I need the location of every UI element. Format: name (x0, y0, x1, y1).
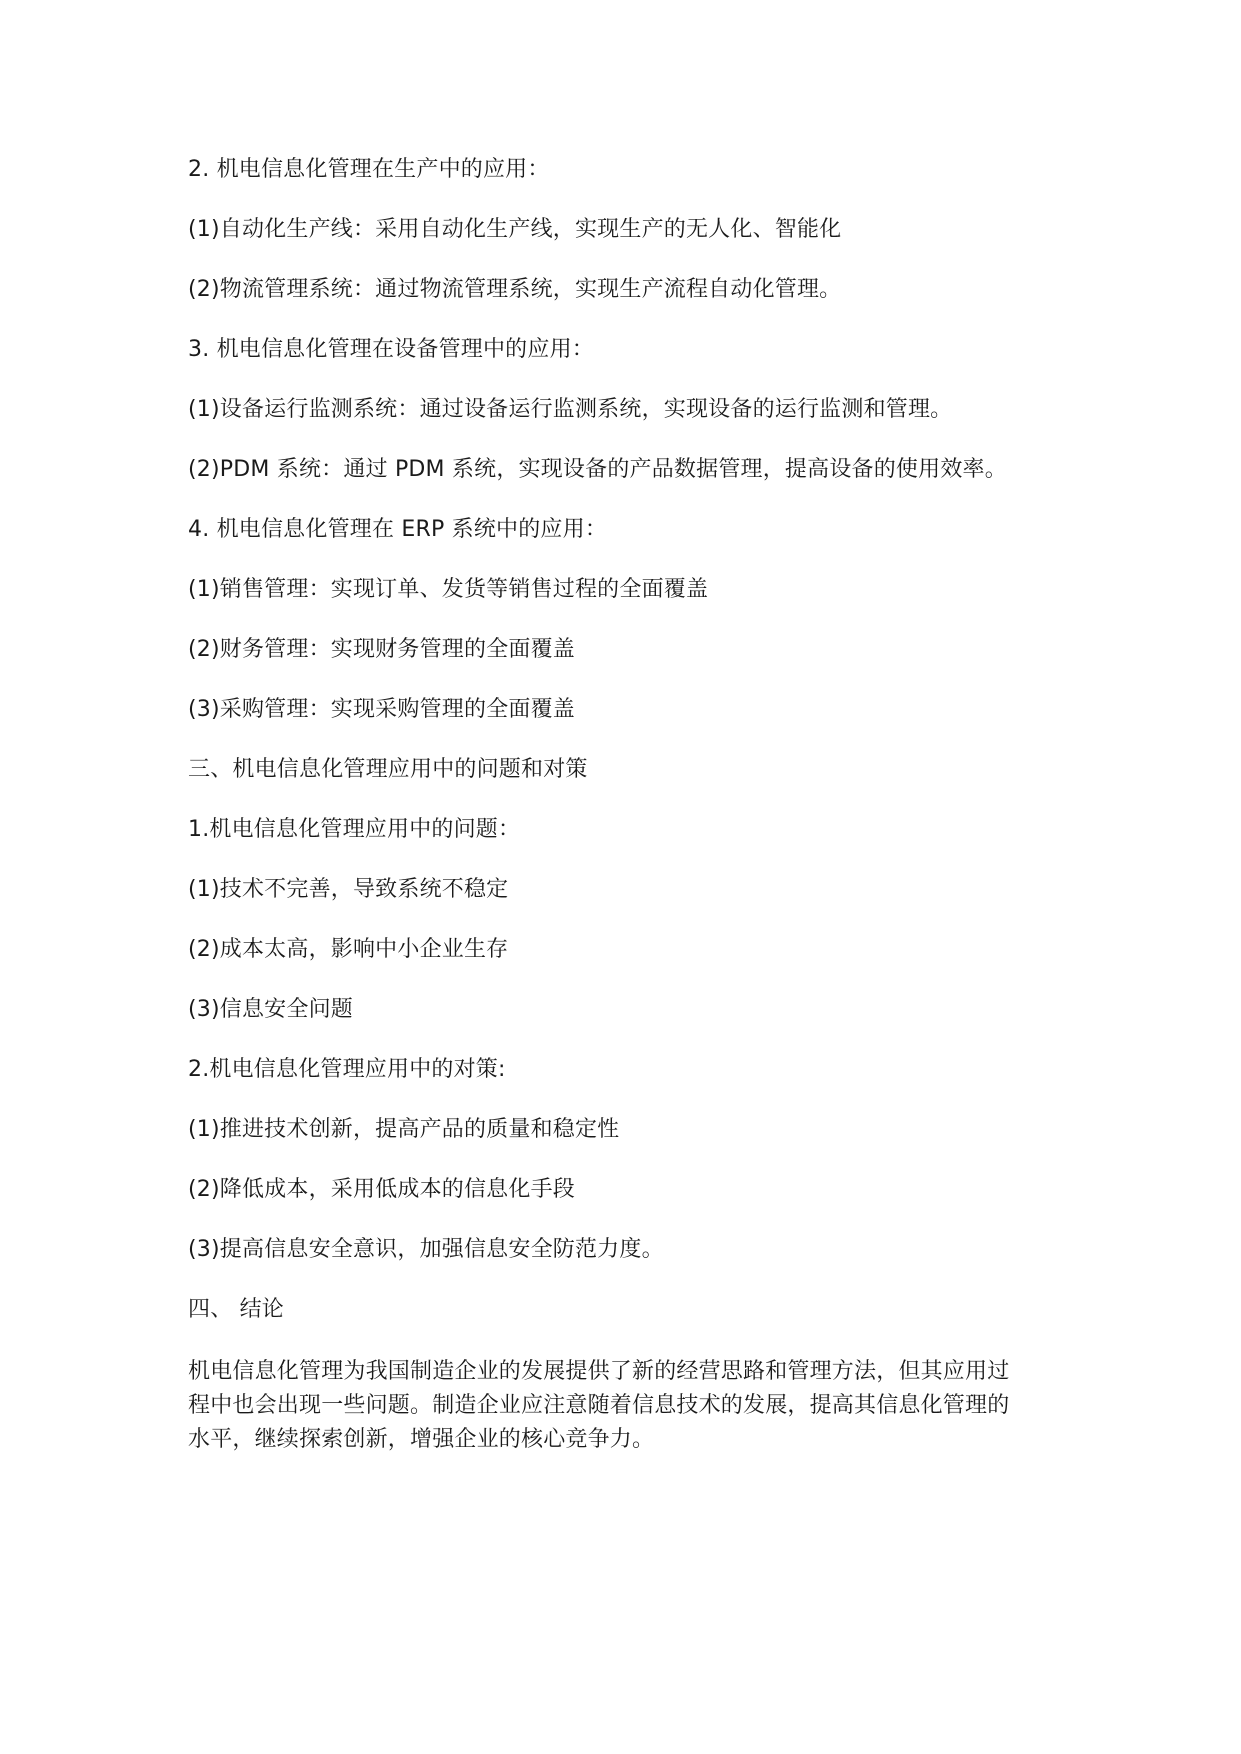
list-item: (1)设备运行监测系统：通过设备运行监测系统，实现设备的运行监测和管理。 (188, 397, 953, 422)
conclusion-line: 机电信息化管理为我国制造企业的发展提供了新的经营思路和管理方法，但其应用过 (188, 1359, 1010, 1384)
list-item: (2)物流管理系统：通过物流管理系统，实现生产流程自动化管理。 (188, 277, 842, 302)
list-item: (3)采购管理：实现采购管理的全面覆盖 (188, 697, 575, 722)
list-item: (2)降低成本，采用低成本的信息化手段 (188, 1177, 575, 1202)
document-body (188, 155, 1058, 1457)
list-item: (2)PDM 系统：通过 PDM 系统，实现设备的产品数据管理，提高设备的使用效率。 (188, 457, 1007, 482)
chapter-3-heading: 三、机电信息化管理应用中的问题和对策 (188, 757, 588, 782)
list-item: (1)推进技术创新，提高产品的质量和稳定性 (188, 1117, 620, 1142)
list-item: (3)信息安全问题 (188, 997, 353, 1022)
list-item: (2)成本太高，影响中小企业生存 (188, 937, 509, 962)
conclusion-line: 水平，继续探索创新，增强企业的核心竞争力。 (188, 1427, 655, 1452)
section-3-heading: 3. 机电信息化管理在设备管理中的应用： (188, 337, 594, 362)
problems-heading: 1.机电信息化管理应用中的问题： (188, 817, 521, 842)
list-item: (1)技术不完善，导致系统不稳定 (188, 877, 509, 902)
countermeasures-heading: 2.机电信息化管理应用中的对策: (188, 1057, 506, 1082)
section-4-heading: 4. 机电信息化管理在 ERP 系统中的应用： (188, 517, 608, 542)
list-item: (1)自动化生产线：采用自动化生产线，实现生产的无人化、智能化 (188, 217, 842, 242)
list-item: (1)销售管理：实现订单、发货等销售过程的全面覆盖 (188, 577, 709, 602)
list-item: (3)提高信息安全意识，加强信息安全防范力度。 (188, 1237, 664, 1262)
chapter-4-heading: 四、 结论 (188, 1297, 284, 1322)
section-2-heading: 2. 机电信息化管理在生产中的应用： (188, 157, 550, 182)
conclusion-line: 程中也会出现一些问题。制造企业应注意随着信息技术的发展，提高其信息化管理的 (188, 1393, 1010, 1418)
list-item: (2)财务管理：实现财务管理的全面覆盖 (188, 637, 575, 662)
conclusion-paragraph (188, 1355, 1058, 1457)
